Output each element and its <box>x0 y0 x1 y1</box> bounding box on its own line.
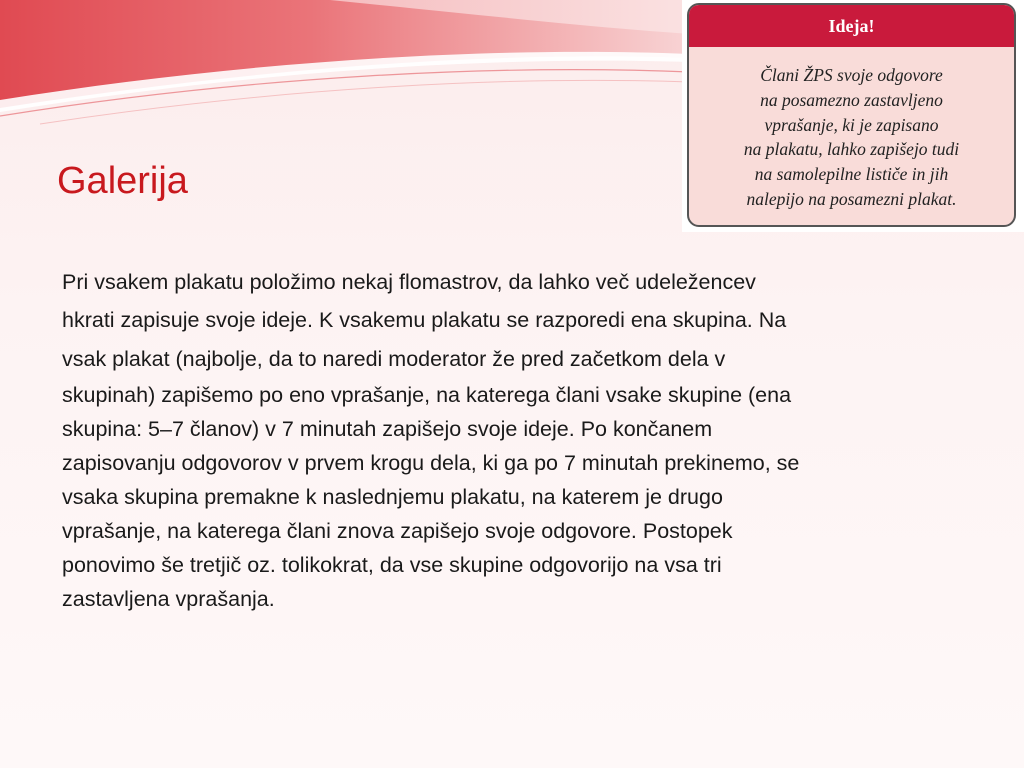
idea-box <box>687 3 1016 227</box>
body-line: skupina: 5–7 članov) v 7 minutah zapišejo svoje ideje. Po končanem <box>62 417 713 441</box>
body-line: zastavljena vprašanja. <box>62 587 275 611</box>
idea-text <box>689 63 1014 212</box>
body-paragraph <box>62 264 962 616</box>
body-line: vsak plakat (najbolje, da to naredi moderator že pred začetkom dela v <box>62 347 726 371</box>
idea-line: na posamezno zastavljeno <box>760 89 943 110</box>
slide-title: Galerija <box>57 160 188 202</box>
body-line: skupinah) zapišemo po eno vprašanje, na katerega člani vsake skupine (ena <box>62 383 792 407</box>
idea-line: nalepijo na posamezni plakat. <box>746 188 957 209</box>
idea-line: na samolepilne lističe in jih <box>754 164 949 185</box>
body-line: vsaka skupina premakne k naslednjemu plakatu, na katerem je drugo <box>62 485 723 509</box>
body-line: ponovimo še tretjič oz. tolikokrat, da vse skupine odgovorijo na vsa tri <box>62 553 722 577</box>
body-line: hkrati zapisuje svoje ideje. K vsakemu plakatu se razporedi ena skupina. Na <box>62 308 787 332</box>
body-line: vprašanje, na katerega člani znova zapišejo svoje odgovore. Postopek <box>62 519 733 543</box>
idea-line: Člani ŽPS svoje odgovore <box>760 65 943 85</box>
idea-box-image <box>682 0 1024 232</box>
idea-line: na plakatu, lahko zapišejo tudi <box>743 139 960 160</box>
idea-heading: Ideja! <box>689 5 1014 47</box>
body-line: zapisovanju odgovorov v prvem krogu dela, ki ga po 7 minutah prekinemo, se <box>62 451 800 475</box>
body-line: Pri vsakem plakatu položimo nekaj flomastrov, da lahko več udeležencev <box>62 270 756 294</box>
idea-line: vprašanje, ki je zapisano <box>764 114 939 135</box>
